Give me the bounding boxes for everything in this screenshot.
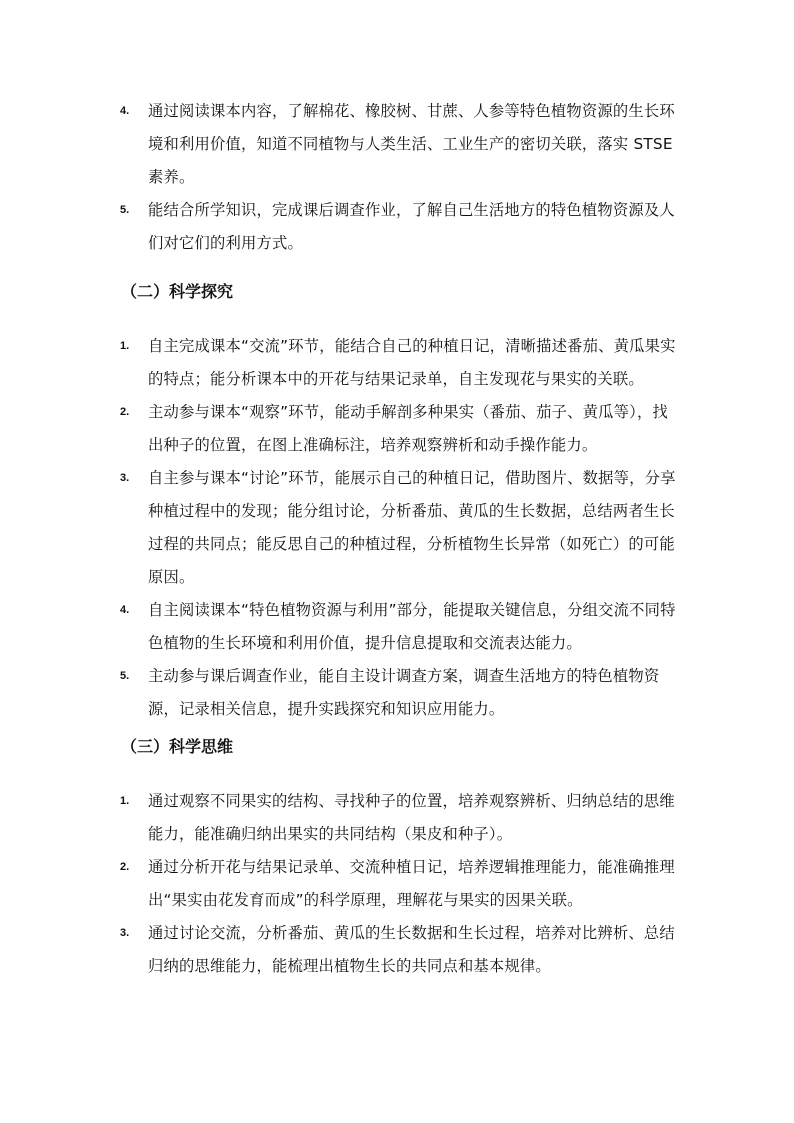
item-text: 通过观察不同果实的结构、寻找种子的位置，培养观察辨析、归纳总结的思维能力，能准确归纳出果实的共同结构（果皮和种子）。	[148, 792, 675, 843]
list-item	[120, 396, 680, 462]
item-number: 4.	[120, 105, 130, 117]
item-number: 3.	[120, 927, 130, 939]
list-thinking	[120, 785, 680, 983]
item-number: 4.	[120, 604, 130, 616]
list-item	[120, 785, 680, 851]
list-item	[120, 194, 680, 260]
item-text: 通过讨论交流，分析番茄、黄瓜的生长数据和生长过程，培养对比辨析、总结归纳的思维能力，能梳理出植物生长的共同点和基本规律。	[148, 924, 675, 975]
item-number: 2.	[120, 861, 130, 873]
list-item	[120, 95, 680, 194]
item-number: 1.	[120, 795, 130, 807]
list-item	[120, 851, 680, 917]
item-number: 1.	[120, 340, 130, 352]
item-text: 通过阅读课本内容，了解棉花、橡胶树、甘蔗、人参等特色植物资源的生长环境和利用价值，知道不同植物与人类生活、工业生产的密切关联，落实 STSE 素养。	[148, 102, 675, 186]
section-heading-thinking: （三）科学思维	[121, 737, 234, 756]
item-number: 2.	[120, 406, 130, 418]
item-text: 通过分析开花与结果记录单、交流种植日记，培养逻辑推理能力，能准确推理出“果实由花发育而成”的科学原理，理解花与果实的因果关联。	[148, 858, 675, 909]
list-item	[120, 917, 680, 983]
item-number: 3.	[120, 472, 130, 484]
list-inquiry	[120, 330, 680, 726]
item-number: 5.	[120, 204, 130, 216]
list-item	[120, 594, 680, 660]
list-knowledge-continued	[120, 95, 680, 260]
list-item	[120, 330, 680, 396]
item-text: 自主参与课本“讨论”环节，能展示自己的种植日记，借助图片、数据等，分享种植过程中的发现；能分组讨论，分析番茄、黄瓜的生长数据，总结两者生长过程的共同点；能反思自己的种植过程，分析植物生长异常（如死亡）的可能原因。	[148, 469, 676, 586]
item-text: 主动参与课本“观察”环节，能动手解剖多种果实（番茄、茄子、黄瓜等），找出种子的位置，在图上准确标注，培养观察辨析和动手操作能力。	[148, 403, 668, 454]
item-text: 能结合所学知识，完成课后调查作业，了解自己生活地方的特色植物资源及人们对它们的利用方式。	[148, 201, 675, 252]
item-text: 自主完成课本“交流”环节，能结合自己的种植日记，清晰描述番茄、黄瓜果实的特点；能分析课本中的开花与结果记录单，自主发现花与果实的关联。	[148, 337, 676, 388]
item-text: 主动参与课后调查作业，能自主设计调查方案，调查生活地方的特色植物资源，记录相关信息，提升实践探究和知识应用能力。	[148, 667, 660, 718]
item-number: 5.	[120, 670, 130, 682]
list-item	[120, 462, 680, 594]
list-item	[120, 660, 680, 726]
item-text: 自主阅读课本“特色植物资源与利用”部分，能提取关键信息，分组交流不同特色植物的生长环境和利用价值，提升信息提取和交流表达能力。	[148, 601, 676, 652]
section-heading-inquiry: （二）科学探究	[121, 282, 234, 301]
